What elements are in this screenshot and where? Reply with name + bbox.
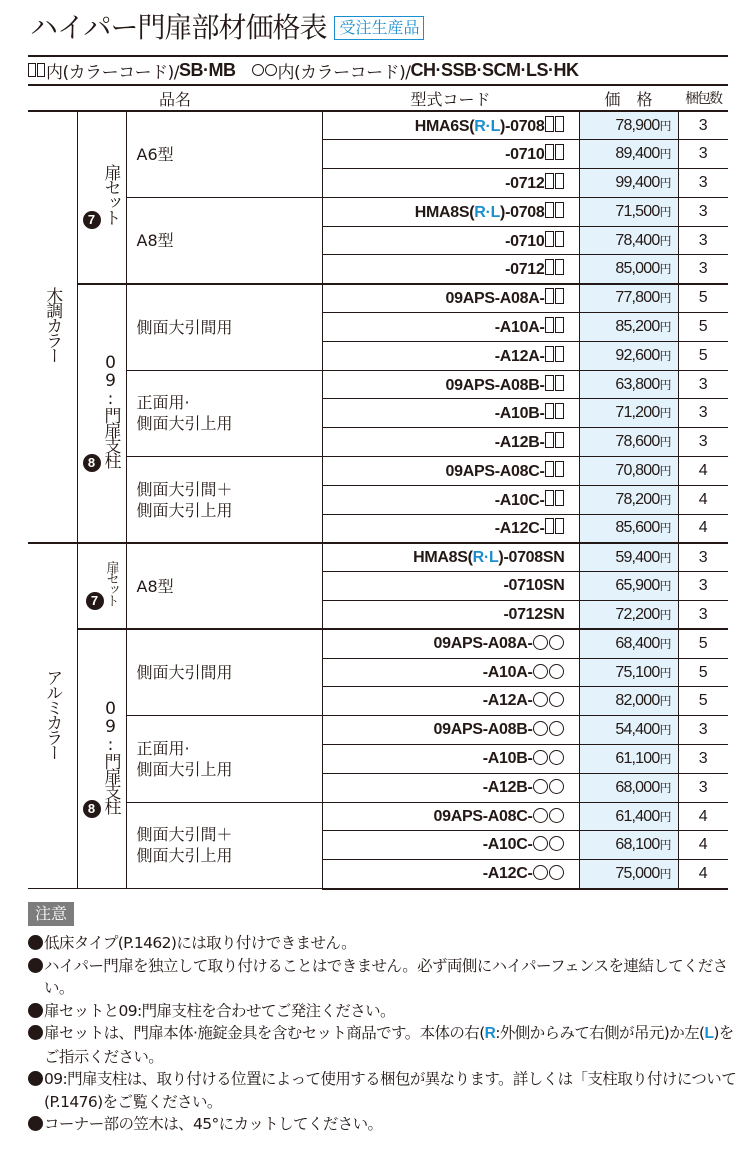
price-cell bbox=[579, 111, 678, 140]
product-name-cell bbox=[126, 802, 322, 888]
square-marker-icon bbox=[555, 259, 564, 275]
yen-unit: 円 bbox=[659, 579, 672, 594]
price-cell bbox=[579, 514, 678, 543]
product-name: A6型 bbox=[136, 144, 174, 164]
price-value: 68,400 bbox=[615, 634, 660, 652]
note-item: 09:門扉支柱は、取り付ける位置によって使用する梱包が異なります。詳しくは「支柱取り付けについて(P.1476)をご覧ください。 bbox=[28, 1068, 738, 1113]
notes-section bbox=[28, 902, 738, 1136]
square-marker-icon bbox=[555, 173, 564, 189]
price-value: 59,400 bbox=[615, 548, 660, 566]
model-code-cell: -A12A- bbox=[322, 687, 579, 716]
yen-unit: 円 bbox=[659, 665, 672, 680]
rl-designation: R·L bbox=[472, 548, 499, 566]
square-marker-icon bbox=[555, 518, 564, 534]
square-marker-icon bbox=[545, 317, 554, 333]
yen-unit: 円 bbox=[659, 291, 672, 306]
square-marker-icon bbox=[545, 144, 554, 160]
notes-label: 注意 bbox=[28, 902, 74, 926]
package-count-cell: 3 bbox=[678, 255, 728, 284]
price-value: 85,000 bbox=[615, 260, 660, 278]
yen-unit: 円 bbox=[659, 348, 672, 363]
group-cell bbox=[77, 284, 126, 543]
square-marker-icon bbox=[28, 63, 36, 77]
category-label: 木調カラー bbox=[42, 287, 63, 363]
package-count-cell: 3 bbox=[678, 428, 728, 457]
bullet-icon bbox=[28, 1116, 43, 1131]
package-count-cell: 3 bbox=[678, 197, 728, 226]
yen-unit: 円 bbox=[659, 492, 672, 507]
package-count-cell: 5 bbox=[678, 687, 728, 716]
circle-marker-icon bbox=[549, 664, 564, 679]
model-code-cell: -0710 bbox=[322, 226, 579, 255]
yen-unit: 円 bbox=[659, 233, 672, 248]
yen-unit: 円 bbox=[659, 809, 672, 824]
package-count-cell: 5 bbox=[678, 313, 728, 342]
price-cell bbox=[579, 658, 678, 687]
price-cell bbox=[579, 169, 678, 198]
yen-unit: 円 bbox=[659, 838, 672, 853]
square-marker-icon bbox=[555, 461, 564, 477]
price-cell bbox=[579, 629, 678, 658]
product-name: 側面大引間用 bbox=[136, 663, 233, 683]
model-code-cell: -A12B- bbox=[322, 428, 579, 457]
circle-marker-icon bbox=[549, 635, 564, 650]
square-marker-icon bbox=[545, 403, 554, 419]
table-header bbox=[28, 85, 728, 111]
color-code-legend bbox=[28, 55, 728, 83]
square-marker-icon bbox=[545, 259, 554, 275]
note-item: 低床タイプ(P.1462)には取り付けできません。 bbox=[28, 932, 738, 955]
product-name-cell bbox=[126, 197, 322, 283]
table-row bbox=[28, 629, 728, 658]
product-name-cell bbox=[126, 716, 322, 802]
package-count-cell: 5 bbox=[678, 341, 728, 370]
price-value: 63,800 bbox=[615, 375, 660, 393]
price-value: 75,000 bbox=[615, 864, 660, 882]
circle-marker-icon bbox=[549, 865, 564, 880]
yen-unit: 円 bbox=[659, 118, 672, 133]
yen-unit: 円 bbox=[659, 636, 672, 651]
package-count-cell: 3 bbox=[678, 370, 728, 399]
note-item: コーナー部の笠木は、45°にカットしてください。 bbox=[28, 1113, 738, 1136]
package-count-cell: 3 bbox=[678, 716, 728, 745]
model-code-cell: -A10C- bbox=[322, 485, 579, 514]
col-header-name: 品名 bbox=[28, 85, 322, 111]
product-name: 側面大引間用 bbox=[136, 317, 233, 337]
model-code-cell: 09APS-A08B- bbox=[322, 370, 579, 399]
package-count-cell: 5 bbox=[678, 629, 728, 658]
product-name-line: 側面大引上用 bbox=[136, 759, 233, 779]
note-list bbox=[28, 932, 738, 1136]
circle-marker-icon bbox=[549, 692, 564, 707]
price-table bbox=[28, 84, 728, 890]
model-code-cell: -A10A- bbox=[322, 313, 579, 342]
product-name-cell bbox=[126, 543, 322, 629]
category-label: アルミカラー bbox=[42, 668, 63, 759]
note-item: 扉セットは、門扉本体·施錠金具を含むセット商品です。本体の右(R:外側からみて右側が吊元)か左(L)をご指示ください。 bbox=[28, 1022, 738, 1068]
title-row bbox=[30, 6, 424, 46]
yen-unit: 円 bbox=[659, 175, 672, 190]
price-cell bbox=[579, 716, 678, 745]
package-count-cell: 4 bbox=[678, 802, 728, 831]
circle-marker-icon bbox=[533, 779, 548, 794]
circle-marker-icon bbox=[549, 750, 564, 765]
table-row bbox=[28, 197, 728, 226]
price-value: 61,100 bbox=[615, 749, 660, 767]
note-item: ハイパー門扉を独立して取り付けることはできません。必ず両側にハイパーフェンスを連結してください。 bbox=[28, 955, 738, 1000]
model-code-cell: HMA6S(R·L)-0708 bbox=[322, 111, 579, 140]
price-cell bbox=[579, 831, 678, 860]
bullet-icon bbox=[28, 958, 43, 973]
product-name-line: 正面用· bbox=[136, 393, 190, 413]
square-marker-icon bbox=[545, 173, 554, 189]
price-cell bbox=[579, 140, 678, 169]
circle-marker-icon bbox=[533, 692, 548, 707]
model-code-cell: -A10A- bbox=[322, 658, 579, 687]
model-code-cell: -0712 bbox=[322, 255, 579, 284]
product-name-line: 側面大引間＋ bbox=[136, 479, 233, 499]
circle-marker-icon bbox=[252, 64, 264, 76]
price-value: 71,500 bbox=[615, 202, 660, 220]
circle-marker-icon bbox=[265, 64, 277, 76]
model-code-cell: -0712 bbox=[322, 169, 579, 198]
table-row bbox=[28, 716, 728, 745]
circle-marker-icon bbox=[549, 721, 564, 736]
model-code-cell: -A10B- bbox=[322, 745, 579, 774]
yen-unit: 円 bbox=[659, 550, 672, 565]
package-count-cell: 3 bbox=[678, 140, 728, 169]
table-row bbox=[28, 457, 728, 486]
circle-marker-icon bbox=[533, 865, 548, 880]
bullet-icon bbox=[28, 1025, 43, 1040]
price-cell bbox=[579, 255, 678, 284]
model-code-cell: -A12B- bbox=[322, 773, 579, 802]
price-value: 68,100 bbox=[615, 836, 660, 854]
circle-marker-icon bbox=[533, 808, 548, 823]
square-marker-icon bbox=[555, 317, 564, 333]
product-name-cell bbox=[126, 370, 322, 456]
square-marker-icon bbox=[545, 202, 554, 218]
price-cell bbox=[579, 773, 678, 802]
price-value: 78,900 bbox=[615, 116, 660, 134]
price-value: 71,200 bbox=[615, 404, 660, 422]
package-count-cell: 4 bbox=[678, 860, 728, 889]
group-label: 09:門扉支柱 bbox=[100, 352, 121, 467]
package-count-cell: 3 bbox=[678, 226, 728, 255]
model-code-cell: 09APS-A08A- bbox=[322, 284, 579, 313]
product-name: A8型 bbox=[136, 576, 174, 596]
product-name-cell bbox=[126, 284, 322, 370]
number-badge-icon: 7 bbox=[83, 211, 101, 229]
price-cell bbox=[579, 428, 678, 457]
yen-unit: 円 bbox=[659, 262, 672, 277]
bullet-icon bbox=[28, 1071, 43, 1086]
group-label: 09:門扉支柱 bbox=[100, 698, 121, 813]
square-marker-icon bbox=[545, 288, 554, 304]
yen-unit: 円 bbox=[659, 147, 672, 162]
square-marker-icon bbox=[555, 432, 564, 448]
price-value: 89,400 bbox=[615, 145, 660, 163]
price-value: 72,200 bbox=[615, 605, 660, 623]
price-cell bbox=[579, 226, 678, 255]
package-count-cell: 4 bbox=[678, 831, 728, 860]
model-code-cell: 09APS-A08A- bbox=[322, 629, 579, 658]
model-code-cell: -A12C- bbox=[322, 860, 579, 889]
square-marker-icon bbox=[555, 116, 564, 132]
price-cell bbox=[579, 860, 678, 889]
square-marker-icon bbox=[555, 202, 564, 218]
yen-unit: 円 bbox=[659, 694, 672, 709]
square-marker-icon bbox=[545, 231, 554, 247]
bullet-icon bbox=[28, 935, 43, 950]
package-count-cell: 3 bbox=[678, 111, 728, 140]
model-code-cell: -0710SN bbox=[322, 572, 579, 601]
square-marker-icon bbox=[37, 63, 45, 77]
col-header-qty: 梱包数 bbox=[678, 85, 728, 111]
square-marker-icon bbox=[545, 375, 554, 391]
package-count-cell: 3 bbox=[678, 601, 728, 630]
square-marker-icon bbox=[545, 490, 554, 506]
table-row bbox=[28, 543, 728, 572]
price-cell bbox=[579, 802, 678, 831]
product-name-line: 側面大引上用 bbox=[136, 414, 233, 434]
price-value: 92,600 bbox=[615, 346, 660, 364]
yen-unit: 円 bbox=[659, 607, 672, 622]
col-header-price: 価 格 bbox=[579, 85, 678, 111]
price-value: 85,200 bbox=[615, 317, 660, 335]
price-value: 70,800 bbox=[615, 461, 660, 479]
price-cell bbox=[579, 370, 678, 399]
price-value: 77,800 bbox=[615, 289, 660, 307]
table-row bbox=[28, 802, 728, 831]
price-value: 68,000 bbox=[615, 778, 660, 796]
price-cell bbox=[579, 572, 678, 601]
yen-unit: 円 bbox=[659, 521, 672, 536]
group-cell bbox=[77, 629, 126, 888]
group-label: 扉セット bbox=[103, 560, 119, 605]
yen-unit: 円 bbox=[659, 319, 672, 334]
square-marker-icon bbox=[555, 231, 564, 247]
circle-marker-icon bbox=[533, 836, 548, 851]
package-count-cell: 5 bbox=[678, 284, 728, 313]
square-marker-icon bbox=[545, 116, 554, 132]
rl-designation: R·L bbox=[474, 117, 501, 135]
price-value: 75,100 bbox=[615, 663, 660, 681]
package-count-cell: 4 bbox=[678, 514, 728, 543]
group-cell bbox=[77, 543, 126, 629]
product-name: A8型 bbox=[136, 230, 174, 250]
model-code-cell: 09APS-A08C- bbox=[322, 802, 579, 831]
product-name-cell bbox=[126, 629, 322, 715]
square-marker-icon bbox=[555, 144, 564, 160]
table-row bbox=[28, 284, 728, 313]
circle-code-values: CH·SSB·SCM·LS·HK bbox=[410, 59, 579, 80]
price-cell bbox=[579, 399, 678, 428]
price-value: 78,200 bbox=[615, 490, 660, 508]
square-marker-icon bbox=[545, 346, 554, 362]
package-count-cell: 5 bbox=[678, 658, 728, 687]
price-cell bbox=[579, 197, 678, 226]
product-name-cell bbox=[126, 457, 322, 543]
square-marker-icon bbox=[545, 461, 554, 477]
circle-marker-icon bbox=[533, 750, 548, 765]
group-cell bbox=[77, 111, 126, 284]
package-count-cell: 4 bbox=[678, 485, 728, 514]
model-code-cell: HMA8S(R·L)-0708SN bbox=[322, 543, 579, 572]
table-row bbox=[28, 370, 728, 399]
price-value: 65,900 bbox=[615, 577, 660, 595]
yen-unit: 円 bbox=[659, 435, 672, 450]
product-name-line: 側面大引間＋ bbox=[136, 825, 233, 845]
square-marker-icon bbox=[555, 403, 564, 419]
price-cell bbox=[579, 284, 678, 313]
model-code-cell: -0712SN bbox=[322, 601, 579, 630]
square-marker-icon bbox=[555, 288, 564, 304]
product-name-line: 側面大引上用 bbox=[136, 500, 233, 520]
package-count-cell: 3 bbox=[678, 572, 728, 601]
yen-unit: 円 bbox=[659, 406, 672, 421]
circle-marker-icon bbox=[549, 836, 564, 851]
model-code-cell: 09APS-A08B- bbox=[322, 716, 579, 745]
package-count-cell: 3 bbox=[678, 399, 728, 428]
model-code-cell: -A10B- bbox=[322, 399, 579, 428]
product-name-cell bbox=[126, 111, 322, 197]
package-count-cell: 3 bbox=[678, 169, 728, 198]
square-marker-icon bbox=[555, 375, 564, 391]
yen-unit: 円 bbox=[659, 204, 672, 219]
package-count-cell: 4 bbox=[678, 457, 728, 486]
note-item: 扉セットと09:門扉支柱を合わせてご発注ください。 bbox=[28, 1000, 738, 1023]
made-to-order-badge: 受注生産品 bbox=[334, 16, 424, 40]
price-cell bbox=[579, 543, 678, 572]
product-name-line: 正面用· bbox=[136, 738, 190, 758]
square-marker-icon bbox=[555, 490, 564, 506]
price-value: 54,400 bbox=[615, 721, 660, 739]
package-count-cell: 3 bbox=[678, 773, 728, 802]
price-value: 78,600 bbox=[615, 433, 660, 451]
price-value: 99,400 bbox=[615, 173, 660, 191]
price-cell bbox=[579, 313, 678, 342]
price-cell bbox=[579, 745, 678, 774]
circle-marker-icon bbox=[533, 721, 548, 736]
yen-unit: 円 bbox=[659, 866, 672, 881]
page-title: ハイパー門扉部材価格表 bbox=[30, 11, 327, 44]
bullet-icon bbox=[28, 1003, 43, 1018]
circle-code-label: 内(カラーコード)/ bbox=[277, 62, 411, 83]
number-badge-icon: 8 bbox=[83, 454, 101, 472]
price-cell bbox=[579, 601, 678, 630]
price-value: 78,400 bbox=[615, 231, 660, 249]
square-marker-icon bbox=[545, 518, 554, 534]
category-cell bbox=[28, 543, 77, 889]
yen-unit: 円 bbox=[659, 463, 672, 478]
square-marker-icon bbox=[545, 432, 554, 448]
model-code-cell: -A12C- bbox=[322, 514, 579, 543]
number-badge-icon: 8 bbox=[83, 800, 101, 818]
category-cell bbox=[28, 111, 77, 543]
model-code-cell: -0710 bbox=[322, 140, 579, 169]
square-code-label: 内(カラーコード)/ bbox=[46, 62, 179, 83]
model-code-cell: -A12A- bbox=[322, 341, 579, 370]
package-count-cell: 3 bbox=[678, 745, 728, 774]
package-count-cell: 3 bbox=[678, 543, 728, 572]
square-marker-icon bbox=[555, 346, 564, 362]
model-code-cell: 09APS-A08C- bbox=[322, 457, 579, 486]
yen-unit: 円 bbox=[659, 723, 672, 738]
price-value: 82,000 bbox=[615, 692, 660, 710]
col-header-code: 型式コード bbox=[322, 85, 579, 111]
yen-unit: 円 bbox=[659, 377, 672, 392]
table-row bbox=[28, 111, 728, 140]
circle-marker-icon bbox=[533, 635, 548, 650]
price-cell bbox=[579, 341, 678, 370]
price-cell bbox=[579, 457, 678, 486]
price-value: 85,600 bbox=[615, 519, 660, 537]
number-badge-icon: 7 bbox=[86, 592, 104, 610]
circle-marker-icon bbox=[549, 779, 564, 794]
circle-marker-icon bbox=[533, 664, 548, 679]
price-value: 61,400 bbox=[615, 807, 660, 825]
yen-unit: 円 bbox=[659, 780, 672, 795]
price-cell bbox=[579, 687, 678, 716]
product-name-line: 側面大引上用 bbox=[136, 846, 233, 866]
price-cell bbox=[579, 485, 678, 514]
yen-unit: 円 bbox=[659, 751, 672, 766]
group-label: 扉セット bbox=[100, 163, 121, 224]
model-code-cell: -A10C- bbox=[322, 831, 579, 860]
rl-designation: R·L bbox=[474, 203, 501, 221]
square-code-values: SB·MB bbox=[179, 59, 236, 80]
model-code-cell: HMA8S(R·L)-0708 bbox=[322, 197, 579, 226]
circle-marker-icon bbox=[549, 808, 564, 823]
